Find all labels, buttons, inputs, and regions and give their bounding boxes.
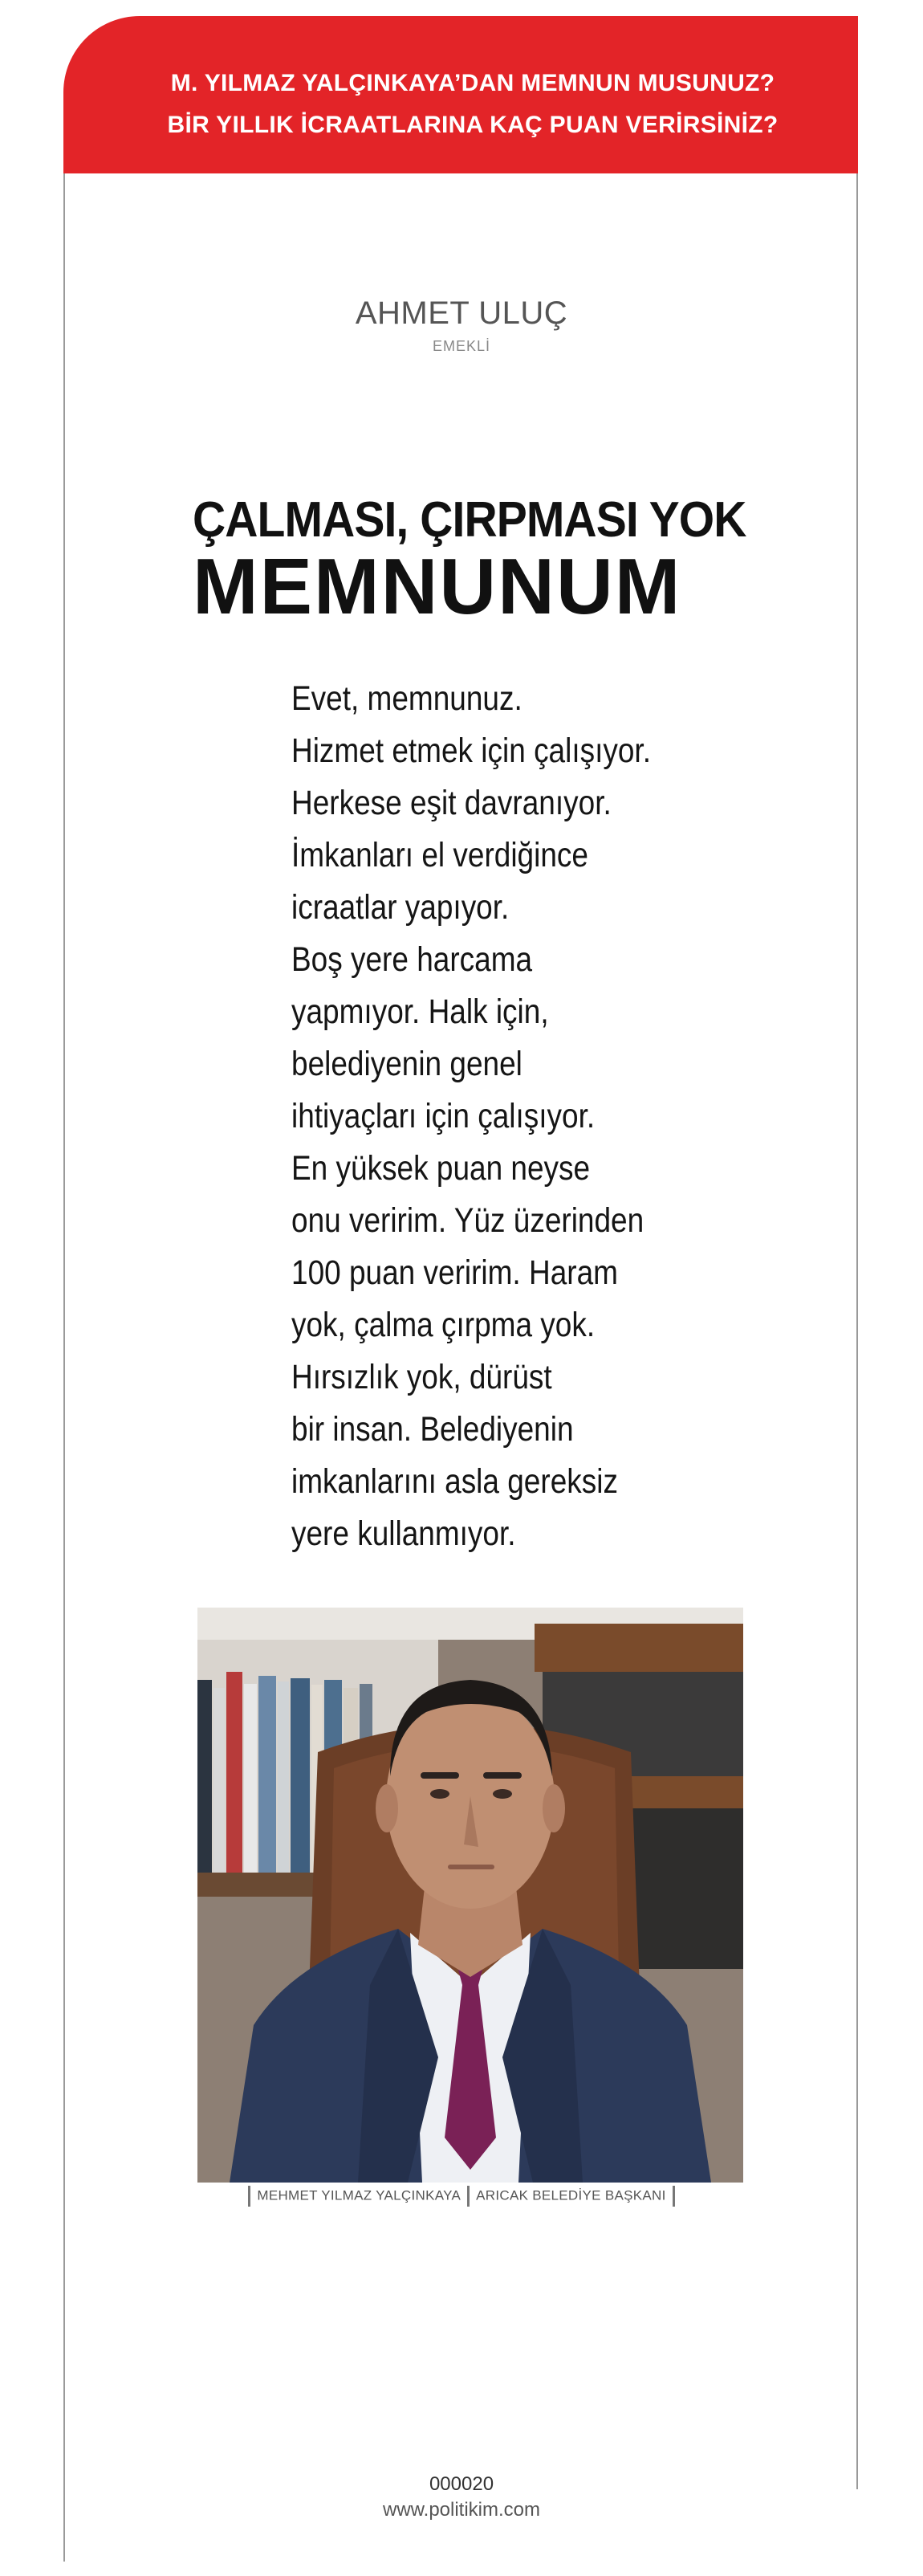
caption-divider — [248, 2186, 250, 2207]
page-code: 000020 — [429, 2473, 494, 2495]
website-url: www.politikim.com — [382, 2499, 541, 2521]
body-line: yok, çalma çırpma yok. — [291, 1306, 596, 1344]
photo-caption — [0, 2186, 923, 2207]
body-line: Hırsızlık yok, dürüst — [291, 1358, 552, 1396]
headline-line-2: MEMNUNUM — [193, 542, 682, 630]
body-line: Hizmet etmek için çalışıyor. — [291, 732, 651, 770]
body-line: imkanlarını asla gereksiz — [291, 1462, 618, 1501]
author-block — [0, 296, 923, 355]
body-line: ihtiyaçları için çalışıyor. — [291, 1097, 596, 1135]
headline-line-1: ÇALMASI, ÇIRPMASI YOK — [193, 492, 746, 548]
author-name: AHMET ULUÇ — [355, 296, 568, 331]
body-line: 100 puan veririm. Haram — [291, 1253, 618, 1292]
caption-person-role: ARICAK BELEDİYE BAŞKANI — [476, 2187, 666, 2203]
body-text — [291, 673, 710, 1560]
body-line: icraatlar yapıyor. — [291, 888, 510, 927]
body-line: İmkanları el verdiğince — [291, 836, 588, 874]
caption-divider — [467, 2186, 470, 2207]
author-title: EMEKLİ — [432, 338, 491, 354]
portrait-photo — [197, 1608, 743, 2183]
body-line: En yüksek puan neyse — [291, 1149, 591, 1188]
body-line: bir insan. Belediyenin — [291, 1410, 574, 1449]
headline — [193, 491, 794, 630]
body-line: onu veririm. Yüz üzerinden — [291, 1201, 644, 1240]
page-frame-right — [856, 161, 858, 2489]
header-question-line-1: M. YILMAZ YALÇINKAYA’DAN MEMNUN MUSUNUZ? — [170, 70, 775, 96]
body-line: yere kullanmıyor. — [291, 1514, 516, 1553]
body-line: Boş yere harcama — [291, 940, 533, 979]
body-line: Herkese eşit davranıyor. — [291, 784, 612, 822]
body-line: Evet, memnunuz. — [291, 679, 522, 718]
caption-divider — [673, 2186, 675, 2207]
page-footer — [0, 2472, 923, 2523]
body-line: yapmıyor. Halk için, — [291, 992, 549, 1031]
header-question-line-2: BİR YILLIK İCRAATLARINA KAÇ PUAN VERİRSİNİZ? — [167, 112, 779, 138]
header-banner — [63, 16, 858, 173]
body-line: belediyenin genel — [291, 1045, 522, 1083]
caption-person-name: MEHMET YILMAZ YALÇINKAYA — [257, 2187, 462, 2203]
